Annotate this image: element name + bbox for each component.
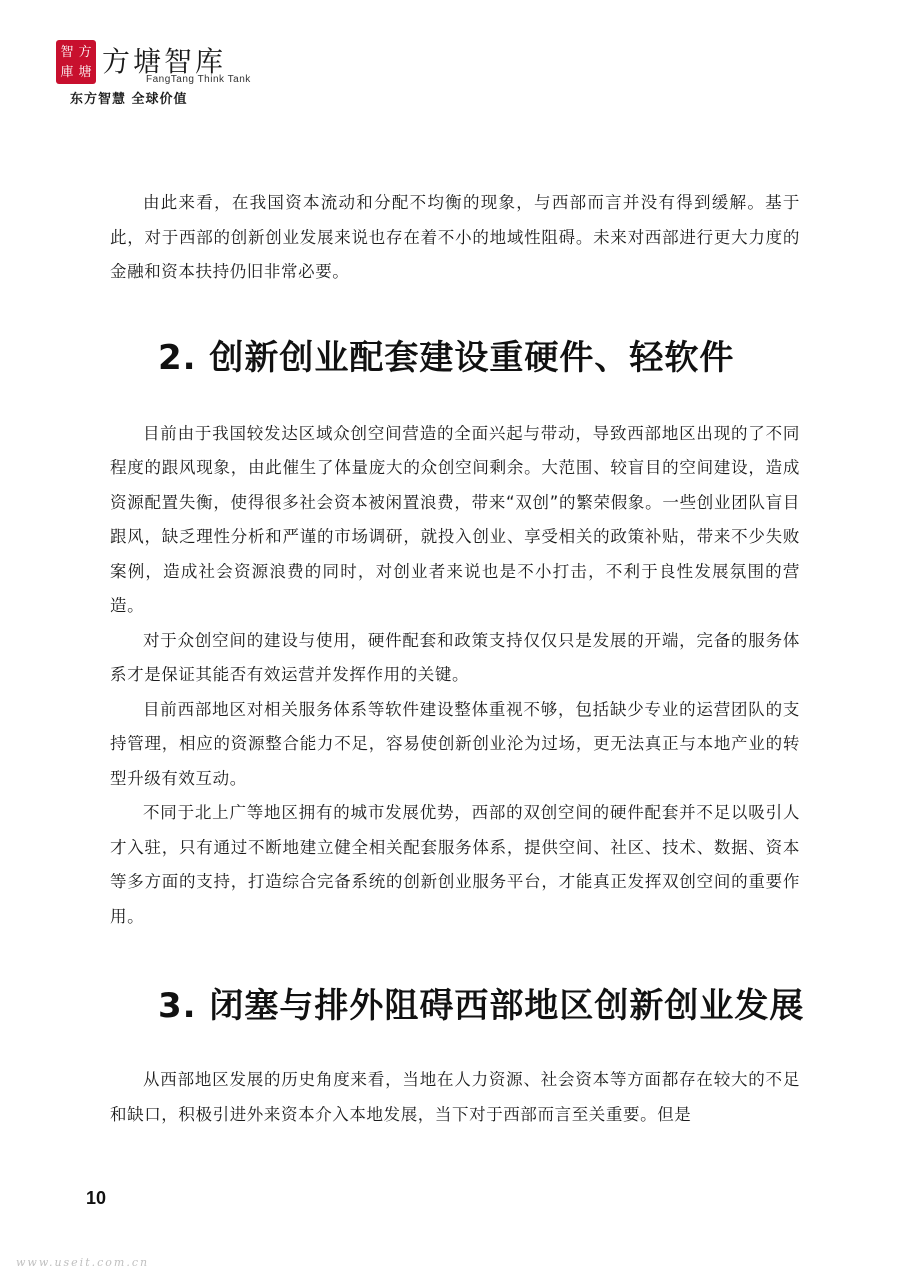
seal-char: 方 [78, 44, 92, 60]
header-logo [56, 40, 276, 110]
watermark: www.useit.com.cn [16, 1256, 150, 1269]
body-paragraph: 对于众创空间的建设与使用，硬件配套和政策支持仅仅只是发展的开端，完备的服务体系才是保证其能否有效运营并发挥作用的关键。 [110, 630, 800, 684]
seal-logo [56, 40, 96, 84]
document-body [110, 186, 805, 1132]
page-number: 10 [86, 1188, 107, 1208]
logo-subtitle: FangTang Think Tank [146, 74, 251, 85]
body-paragraph: 由此来看，在我国资本流动和分配不均衡的现象，与西部而言并没有得到缓解。基于此，对于西部的创新创业发展来说也存在着不小的地域性阻碍。未来对西部进行更大力度的金融和资本扶持仍旧非常必要。 [110, 193, 800, 281]
seal-char: 塘 [78, 64, 92, 80]
body-paragraph: 目前由于我国较发达区域众创空间营造的全面兴起与带动，导致西部地区出现的了不同程度的跟风现象，由此催生了体量庞大的众创空间剩余。大范围、较盲目的空间建设，造成资源配置失衡，使得很多社会资本被闲置浪费，带来“双创”的繁荣假象。一些创业团队盲目跟风，缺乏理性分析和严谨的市场调研，就投入创业、享受相关的政策补贴，带来不少失败案例，造成社会资源浪费的同时，对创业者来说也是不小打击，不利于良性发展氛围的营造。 [110, 423, 800, 615]
logo-title: 方塘智库 [102, 45, 227, 78]
section-heading: 2. 创新创业配套建设重硬件、轻软件 [158, 337, 735, 378]
body-paragraph: 从西部地区发展的历史角度来看，当地在人力资源、社会资本等方面都存在较大的不足和缺口，积极引进外来资本介入本地发展，当下对于西部而言至关重要。但是 [110, 1070, 800, 1124]
body-paragraph: 不同于北上广等地区拥有的城市发展优势，西部的双创空间的硬件配套并不足以吸引人才入驻，只有通过不断地建立健全相关配套服务体系，提供空间、社区、技术、数据、资本等多方面的支持，打造综合完备系统的创新创业服务平台，才能真正发挥双创空间的重要作用。 [110, 803, 800, 926]
seal-char: 智 [60, 44, 74, 60]
body-paragraph: 目前西部地区对相关服务体系等软件建设整体重视不够，包括缺少专业的运营团队的支持管理，相应的资源整合能力不足，容易使创新创业沦为过场，更无法真正与本地产业的转型升级有效互动。 [110, 699, 800, 788]
logo-slogan: 东方智慧 全球价值 [70, 92, 188, 107]
section-heading: 3. 闭塞与排外阻碍西部地区创新创业发展 [158, 986, 805, 1026]
seal-char: 庫 [60, 64, 74, 80]
